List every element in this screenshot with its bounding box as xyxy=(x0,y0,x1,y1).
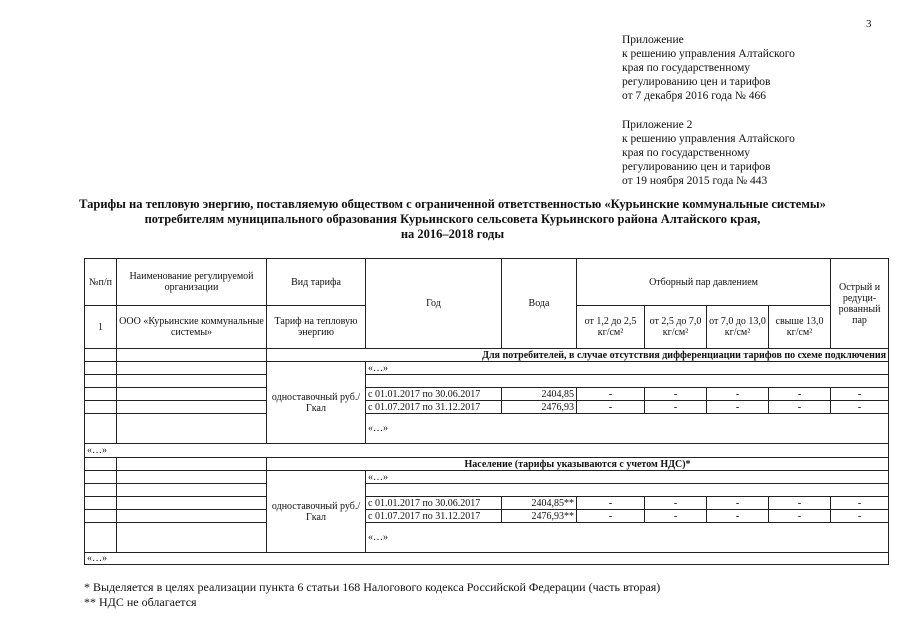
section-2-water: 2404,85** xyxy=(502,497,577,510)
tariff-name: Тариф на тепловую энергию xyxy=(267,306,366,349)
section-2-tariff-type: одноставочный руб./Гкал xyxy=(267,471,366,553)
section-2-period: с 01.07.2017 по 31.12.2017 xyxy=(366,510,502,523)
appendix-1-line: Приложение xyxy=(622,34,684,46)
cell-dash: - xyxy=(577,388,645,401)
section-1-tariff-type: одноставочный руб./Гкал xyxy=(267,362,366,444)
appendix-2-block xyxy=(622,118,795,188)
header-num: №п/п xyxy=(85,259,117,306)
footnote-vat-exempt: ** НДС не облагается xyxy=(84,595,197,609)
between-ellipsis: «…» xyxy=(85,444,889,458)
appendix-1-line: от 7 декабря 2016 года № 466 xyxy=(622,90,767,102)
section-2-water: 2476,93** xyxy=(502,510,577,523)
cell-dash: - xyxy=(831,388,889,401)
cell-dash: - xyxy=(831,510,889,523)
appendix-1-line: регулированию цен и тарифов xyxy=(622,76,771,88)
cell-dash: - xyxy=(707,497,769,510)
cell-dash: - xyxy=(707,401,769,414)
header-year: Год xyxy=(366,259,502,349)
appendix-2-line: Приложение 2 xyxy=(622,119,693,131)
section-1-water: 2476,93 xyxy=(502,401,577,414)
header-pressure-2: от 2,5 до 7,0 кг/см² xyxy=(645,306,707,349)
cell-dash: - xyxy=(645,510,707,523)
appendix-1-block xyxy=(622,33,795,103)
header-org: Наименование регулируемой организации xyxy=(117,259,267,306)
appendix-2-line: от 19 ноября 2015 года № 443 xyxy=(622,175,768,187)
section-1-water: 2404,85 xyxy=(502,388,577,401)
header-pressure-3: от 7,0 до 13,0 кг/см² xyxy=(707,306,769,349)
cell-dash: - xyxy=(769,388,831,401)
header-steam: Отборный пар давлением xyxy=(577,259,831,306)
title-line: на 2016–2018 годы xyxy=(400,227,505,241)
header-tariff-type: Вид тарифа xyxy=(267,259,366,306)
org-name: ООО «Курьинские коммунальные системы» xyxy=(117,306,267,349)
section-1-title: Для потребителей, в случае отсутствия дифференциации тарифов по схеме подключения xyxy=(267,349,889,362)
section-1-ellipsis-top: «…» xyxy=(366,362,889,375)
header-pressure-4: свыше 13,0 кг/см² xyxy=(769,306,831,349)
appendix-1-line: края по государственному xyxy=(622,62,750,74)
end-ellipsis: «…» xyxy=(85,553,889,565)
footnote-vat-allocation: * Выделяется в целях реализации пункта 6 статьи 168 Налогового кодекса Российской Федерации (часть вторая) xyxy=(84,580,661,594)
section-2-period: с 01.01.2017 по 30.06.2017 xyxy=(366,497,502,510)
cell-dash: - xyxy=(707,510,769,523)
title-line: потребителям муниципального образования Курьинского сельсовета Курьинского района Алтайского края, xyxy=(144,212,761,226)
section-1-ellipsis-bottom: «…» xyxy=(366,414,889,444)
cell-dash: - xyxy=(769,497,831,510)
cell-dash: - xyxy=(769,510,831,523)
cell-dash: - xyxy=(645,497,707,510)
page-number: 3 xyxy=(866,18,872,30)
section-2-ellipsis-bottom: «…» xyxy=(366,523,889,553)
appendix-2-line: края по государственному xyxy=(622,147,750,159)
appendix-1-line: к решению управления Алтайского xyxy=(622,48,795,60)
cell-dash: - xyxy=(645,388,707,401)
cell-dash: - xyxy=(831,497,889,510)
title-line: Тарифы на тепловую энергию, поставляемую обществом с ограниченной ответственностью «Курьинские коммунальные системы» xyxy=(79,197,826,211)
document-title xyxy=(0,197,905,242)
cell-dash: - xyxy=(645,401,707,414)
cell-dash: - xyxy=(769,401,831,414)
footnotes xyxy=(84,580,660,610)
cell-dash: - xyxy=(577,401,645,414)
header-water: Вода xyxy=(502,259,577,349)
appendix-2-line: к решению управления Алтайского xyxy=(622,133,795,145)
section-2-ellipsis-top: «…» xyxy=(366,471,889,484)
cell-dash: - xyxy=(577,510,645,523)
section-2-title: Население (тарифы указываются с учетом НДС)* xyxy=(267,458,889,471)
cell-dash: - xyxy=(707,388,769,401)
section-1-period: с 01.07.2017 по 31.12.2017 xyxy=(366,401,502,414)
header-sharp-steam: Острый и редуци-рованный пар xyxy=(831,259,889,349)
tariff-table xyxy=(84,258,889,565)
row-num: 1 xyxy=(85,306,117,349)
appendix-2-line: регулированию цен и тарифов xyxy=(622,161,771,173)
cell-dash: - xyxy=(577,497,645,510)
header-pressure-1: от 1,2 до 2,5 кг/см² xyxy=(577,306,645,349)
cell-dash: - xyxy=(831,401,889,414)
section-1-period: с 01.01.2017 по 30.06.2017 xyxy=(366,388,502,401)
